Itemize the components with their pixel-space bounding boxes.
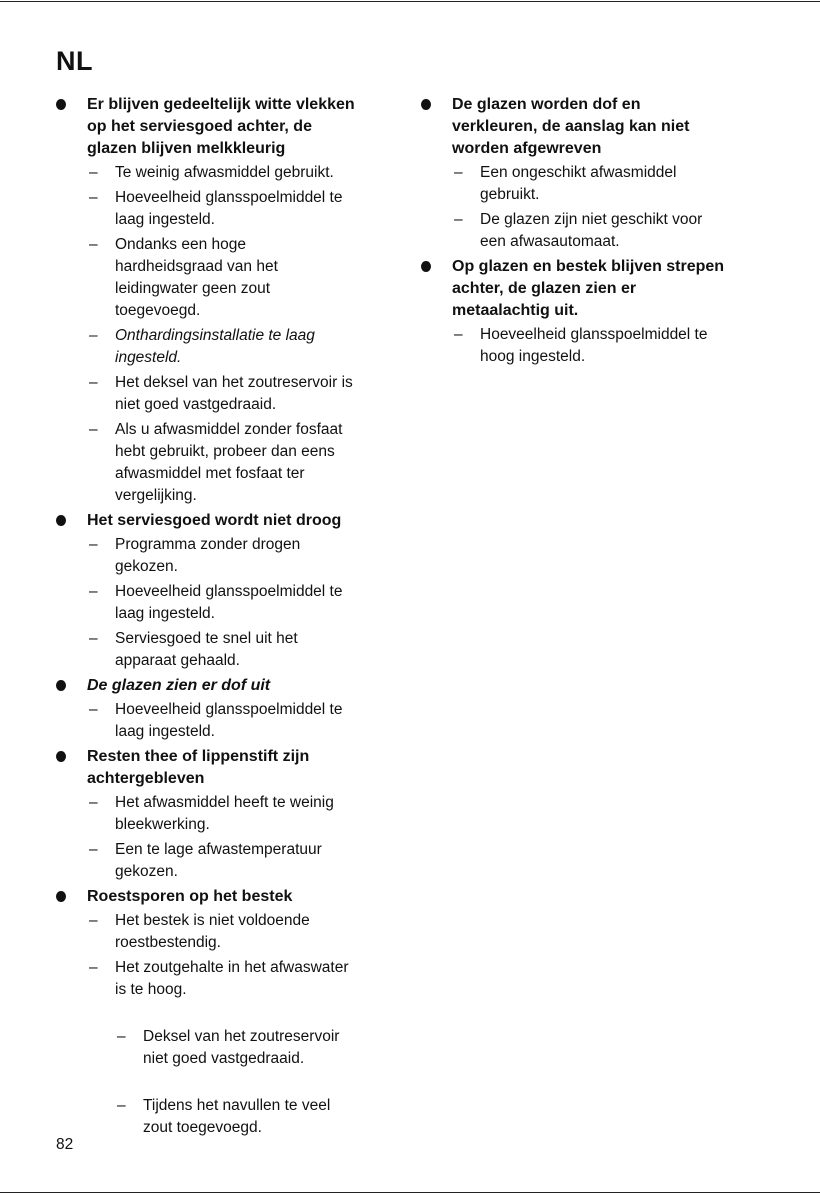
language-code: NL bbox=[56, 46, 93, 76]
dash-marker: – bbox=[89, 959, 98, 976]
sub-list-item: – Deksel van het zoutreservoir niet goed vastgedraaid. bbox=[117, 1028, 340, 1067]
dash-marker: – bbox=[454, 326, 463, 343]
dash-marker: – bbox=[117, 1097, 126, 1114]
list-item: – Hoeveelheid glansspoelmiddel te hoog ingesteld. bbox=[454, 326, 708, 365]
list-item: – Ondanks een hoge hardheidsgraad van het leidingwater geen zout toegevoegd. bbox=[89, 236, 278, 319]
sub-item-list bbox=[115, 1004, 401, 1164]
list-item: – Programma zonder drogen gekozen. bbox=[89, 536, 301, 575]
dash-marker: – bbox=[89, 701, 98, 718]
dash-marker: – bbox=[89, 841, 98, 858]
list-item: – Het deksel van het zoutreservoir is niet goed vastgedraaid. bbox=[89, 374, 353, 413]
item-list bbox=[87, 534, 401, 672]
bullet-dot bbox=[56, 891, 66, 902]
scan-edge-bottom bbox=[0, 1192, 820, 1193]
dash-marker: – bbox=[89, 189, 98, 206]
bullet-dot bbox=[421, 99, 431, 110]
item-list bbox=[87, 910, 401, 1186]
section-heading: De glazen worden dof en verkleuren, de aanslag kan niet worden afgewreven bbox=[452, 96, 690, 157]
dash-marker: – bbox=[89, 327, 98, 344]
right-column bbox=[421, 94, 781, 371]
item-list bbox=[87, 792, 401, 883]
scan-edge-top bbox=[0, 1, 820, 2]
dash-marker: – bbox=[89, 794, 98, 811]
list-item: – Het bestek is niet voldoende roestbestendig. bbox=[89, 912, 310, 951]
list-item: – Een ongeschikt afwasmiddel gebruikt. bbox=[454, 164, 677, 203]
bullet-dot bbox=[56, 751, 66, 762]
list-item: – Hoeveelheid glansspoelmiddel te laag ingesteld. bbox=[89, 189, 343, 228]
dash-marker: – bbox=[89, 236, 98, 253]
list-item: – Een te lage afwastemperatuur gekozen. bbox=[89, 841, 322, 880]
page-number: 82 bbox=[56, 1136, 74, 1153]
dash-marker: – bbox=[89, 164, 98, 181]
list-item: – Het afwasmiddel heeft te weinig bleekwerking. bbox=[89, 794, 334, 833]
list-item: – Het zoutgehalte in het afwaswater is te hoog. – Deksel van het zoutreservoir niet goed vastgedraaid. – Tijdens het navullen te veel zout toegevoegd. bbox=[87, 957, 401, 1186]
item-list bbox=[452, 324, 781, 368]
list-item: – Hoeveelheid glansspoelmiddel te laag ingesteld. bbox=[89, 701, 343, 740]
list-item: – Te weinig afwasmiddel gebruikt. bbox=[87, 162, 401, 184]
item-list bbox=[87, 699, 401, 743]
dash-marker: – bbox=[454, 211, 463, 228]
section-dull-glasses bbox=[56, 675, 401, 743]
list-item: – Serviesgoed te snel uit het apparaat gehaald. bbox=[89, 630, 298, 669]
dash-marker: – bbox=[89, 630, 98, 647]
sub-list-item: – Tijdens het navullen te veel zout toegevoegd. bbox=[117, 1097, 331, 1136]
section-heading: Er blijven gedeeltelijk witte vlekken op het serviesgoed achter, de glazen blijven melkkleurig bbox=[87, 96, 355, 157]
section-white-spots bbox=[56, 94, 401, 507]
list-item: – Hoeveelheid glansspoelmiddel te laag ingesteld. bbox=[89, 583, 343, 622]
dash-marker: – bbox=[89, 583, 98, 600]
section-heading: Roestsporen op het bestek bbox=[87, 888, 293, 905]
section-heading: Het serviesgoed wordt niet droog bbox=[87, 512, 342, 529]
dash-marker: – bbox=[89, 536, 98, 553]
bullet-dot bbox=[421, 261, 431, 272]
list-item: – Als u afwasmiddel zonder fosfaat hebt gebruikt, probeer dan eens afwasmiddel met fosfaat ter vergelijking. bbox=[89, 421, 343, 504]
section-tea-lipstick bbox=[56, 746, 401, 883]
section-glasses-discolor bbox=[421, 94, 781, 253]
left-column bbox=[56, 94, 401, 1189]
section-streaks bbox=[421, 256, 781, 368]
list-item: – De glazen zijn niet geschikt voor een afwasautomaat. bbox=[454, 211, 703, 250]
section-heading: Op glazen en bestek blijven strepen achter, de glazen zien er metaalachtig uit. bbox=[452, 258, 725, 319]
bullet-dot bbox=[56, 680, 66, 691]
section-rust-cutlery bbox=[56, 886, 401, 1186]
list-item: – Onthardingsinstallatie te laag ingesteld. bbox=[89, 327, 315, 366]
section-heading: Resten thee of lippenstift zijn achtergebleven bbox=[87, 748, 310, 787]
dash-marker: – bbox=[117, 1028, 126, 1045]
dash-marker: – bbox=[454, 164, 463, 181]
section-not-dry bbox=[56, 510, 401, 672]
bullet-dot bbox=[56, 99, 66, 110]
item-list bbox=[452, 162, 781, 253]
bullet-dot bbox=[56, 515, 66, 526]
dash-marker: – bbox=[89, 912, 98, 929]
dash-marker: – bbox=[89, 421, 98, 438]
item-list bbox=[87, 162, 401, 507]
dash-marker: – bbox=[89, 374, 98, 391]
section-heading: De glazen zien er dof uit bbox=[87, 677, 271, 694]
